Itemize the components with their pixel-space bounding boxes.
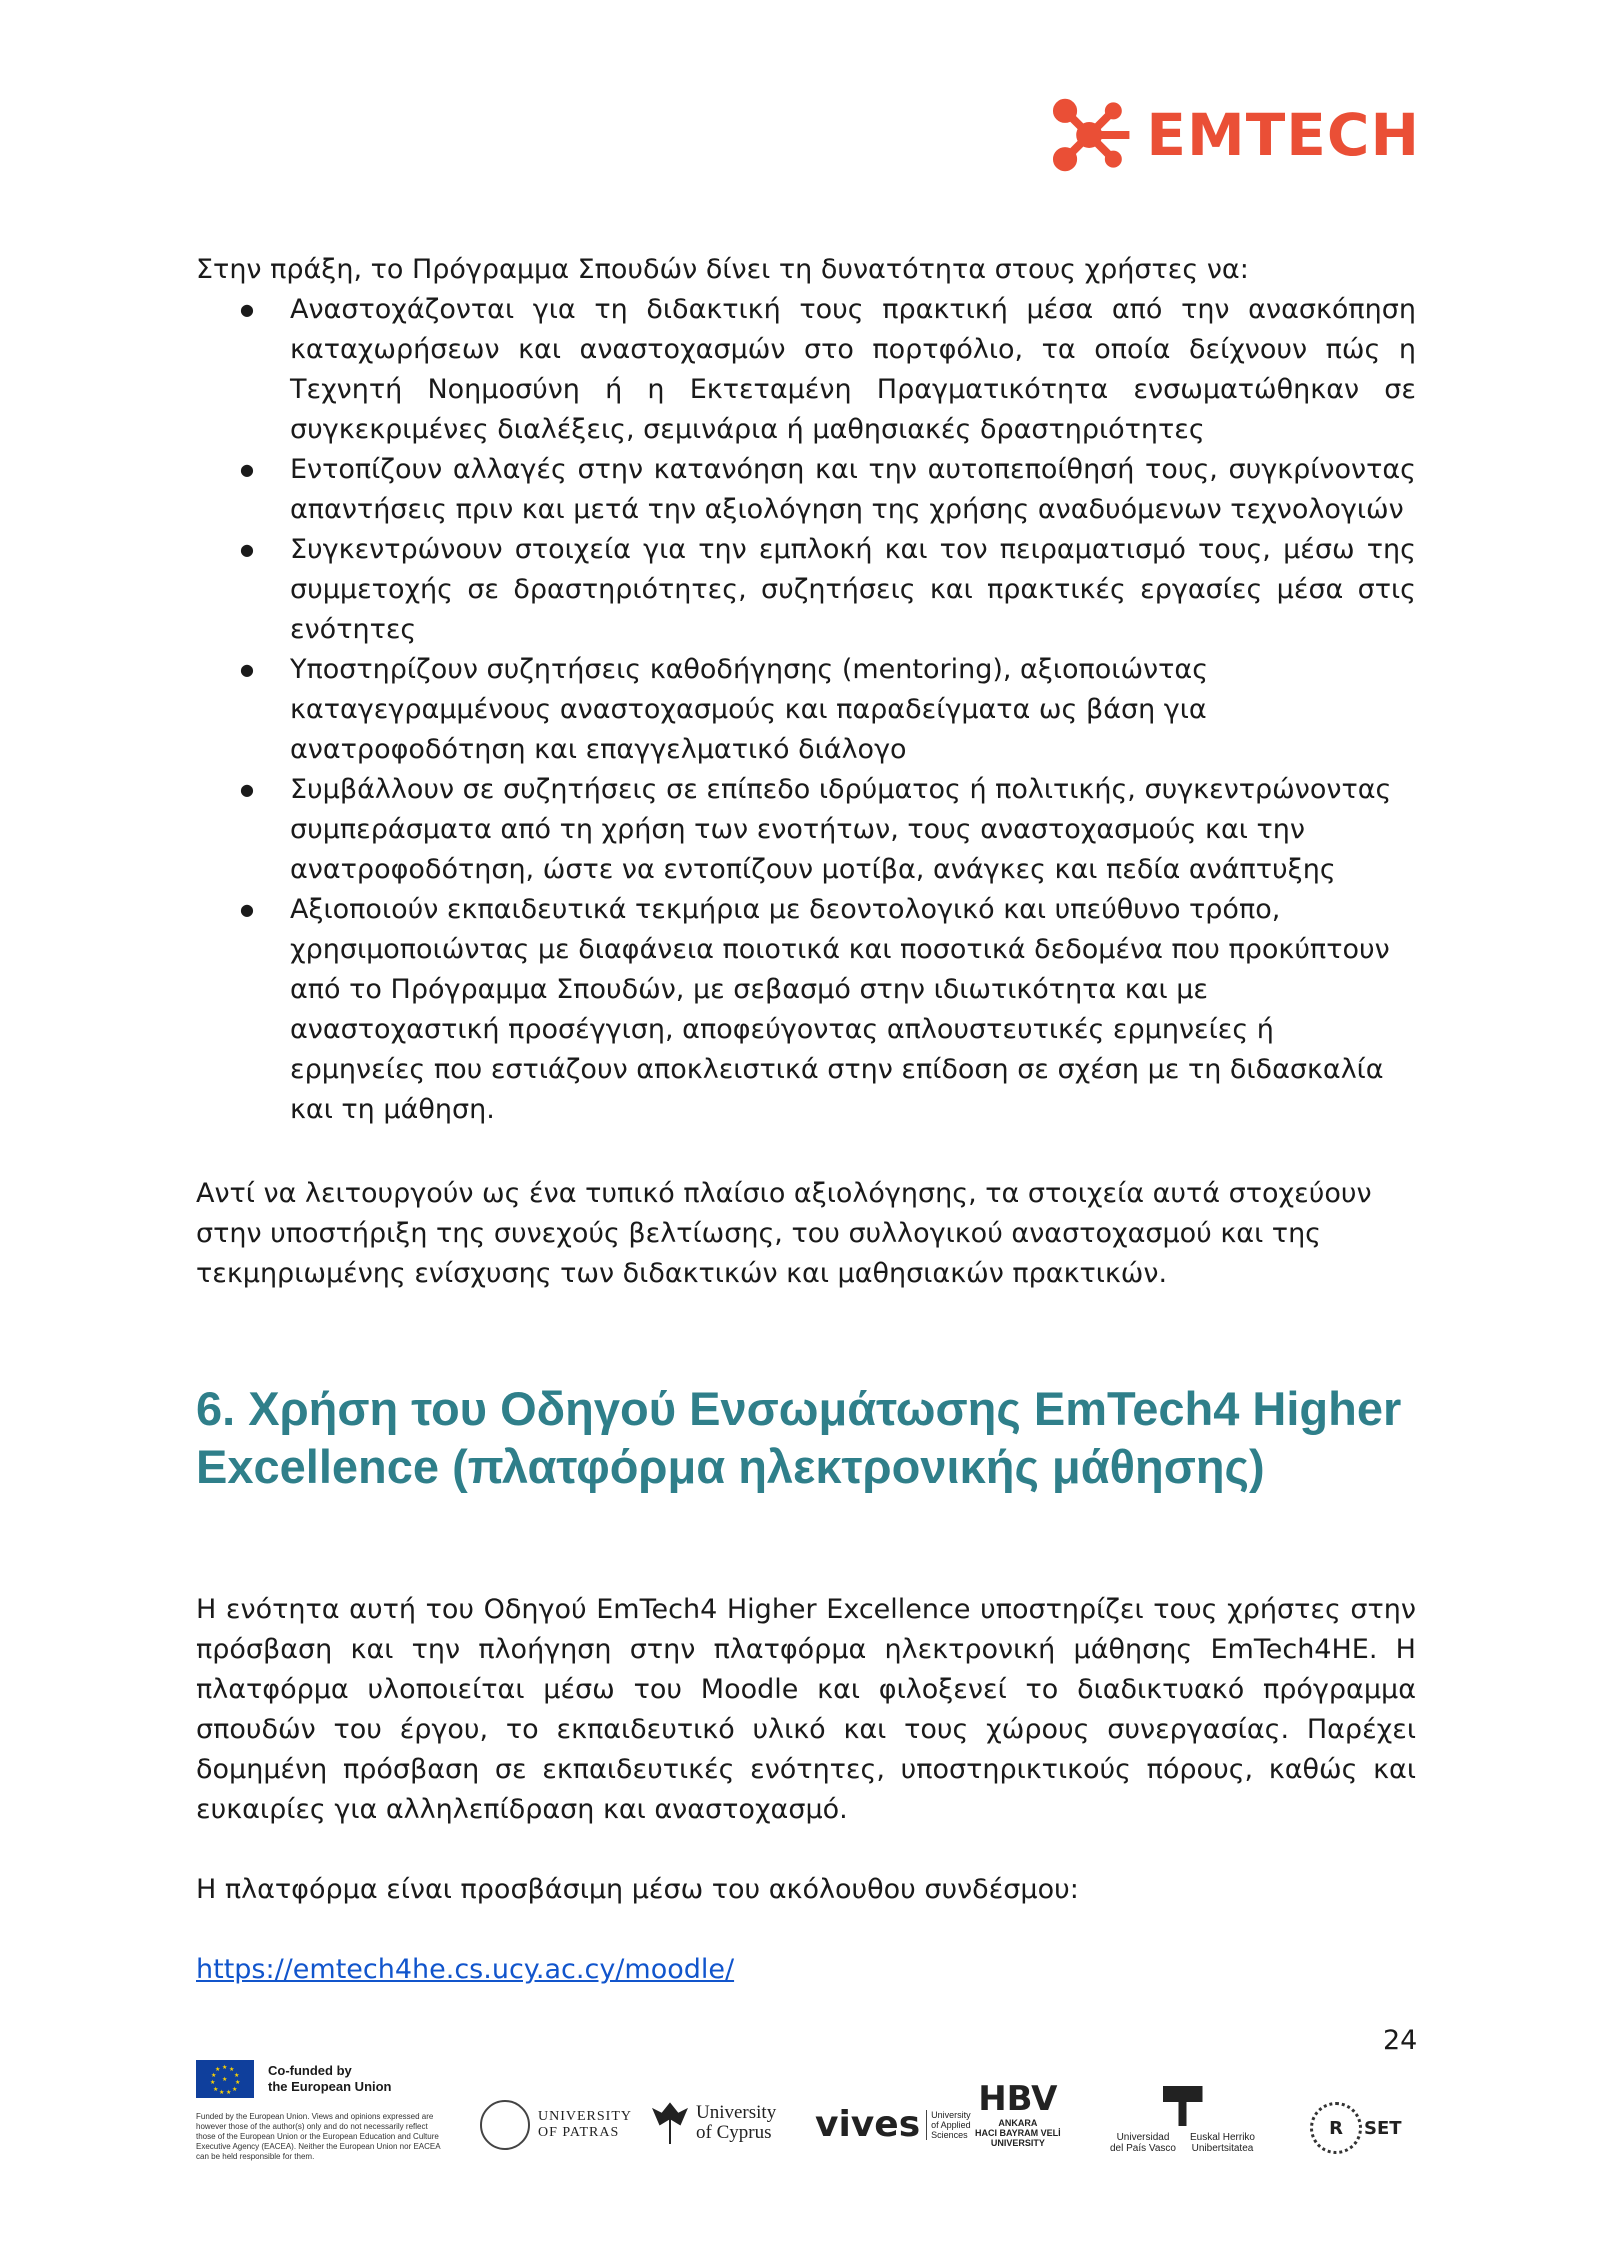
list-item: ● Υποστηρίζουν συζητήσεις καθοδήγησης (mentoring), αξιοποιώντας καταγεγραμμένους αναστοχασμούς και παραδείγματα ως βάση για ανατροφοδότηση και επαγγελματικό διάλογο [290,650,1416,770]
hbv-university-logo: HBV ANKARA HACI BAYRAM VELİ UNIVERSITY [975,2079,1061,2148]
partner-logos [470,2080,1430,2180]
list-item: ● Συμβάλλουν σε συζητήσεις σε επίπεδο ιδρύματος ή πολιτικής, συγκεντρώνοντας συμπεράσματα από τη χρήση των ενοτήτων, τους αναστοχασμούς και την ανατροφοδότηση, ώστε να εντοπίζουν μοτίβα, ανάγκες και πεδία ανάπτυξης [290,770,1416,890]
main-content [196,250,1416,1294]
closing-paragraph: Αντί να λειτουργούν ως ένα τυπικό πλαίσιο αξιολόγησης, τα στοιχεία αυτά στοχεύουν στην υποστήριξη της συνεχούς βελτίωσης, του συλλογικού αναστοχασμού και της τεκμηριωμένης ενίσχυσης των διδακτικών και μαθησιακών πρακτικών. [196,1178,1372,1289]
section-heading: 6. Χρήση του Οδηγού Ενσωμάτωσης EmTech4 Higher Excellence (πλατφόρμα ηλεκτρονικής μάθησης) [196,1382,1402,1493]
eu-label: Co-funded by the European Union [268,2063,392,2094]
university-of-patras-logo: UNIVERSITY OF PATRAS [480,2100,628,2150]
list-item: ● Συγκεντρώνουν στοιχεία για την εμπλοκή και τον πειραματισμό τους, μέσω της συμμετοχής σε δραστηριότητες, συζητήσεις και πρακτικές εργασίες μέσα στις ενότητες [290,530,1416,650]
ehu-logo: Universidad del País Vasco Euskal Herriko Unibertsitatea [1110,2086,1255,2154]
list-item: ● Αξιοποιούν εκπαιδευτικά τεκμήρια με δεοντολογικό και υπεύθυνο τρόπο, χρησιμοποιώντας με διαφάνεια ποιοτικά και ποσοτικά δεδομένα που προκύπτουν από το Πρόγραμμα Σπουδών, με σεβασμό στην ιδιωτικότητα και με αναστοχαστική προσέγγιση, αποφεύγοντας απλουστευτικές ερμηνείες ή ερμηνείες που εστιάζουν αποκλειστικά στην επίδοση σε σχέση με τη διδασκαλία και τη μάθηση. [290,890,1416,1130]
access-text: Η πλατφόρμα είναι προσβάσιμη μέσω του ακόλουθου συνδέσμου: [196,1874,1079,1905]
page-number: 24 [1383,2025,1418,2056]
bullet-list [196,290,1416,1130]
patras-seal-icon [480,2100,530,2150]
list-item: ● Αναστοχάζονται για τη διδακτική τους πρακτική μέσα από την ανασκόπηση καταχωρήσεων και αναστοχασμών στο πορτφόλιο, τα οποία δείχνουν πώς η Τεχνητή Νοημοσύνη ή η Εκτεταμένη Πραγματικότητα ενσωματώθηκαν σε συγκεκριμένες διαλέξεις, σεμινάρια ή μαθησιακές δραστηριότητες [290,290,1416,450]
cyprus-emblem-icon [650,2100,690,2146]
reset-logo: R SET [1310,2102,1402,2154]
eu-funding-block [196,2060,456,2162]
university-of-cyprus-logo: University of Cyprus [650,2100,776,2146]
section-body [196,1590,1416,1990]
list-item: ● Εντοπίζουν αλλαγές στην κατανόηση και την αυτοπεποίθησή τους, συγκρίνοντας απαντήσεις πριν και μετά την αξιολόγηση της χρήσης αναδυόμενων τεχνολογιών [290,450,1416,530]
vives-logo: vives University of Applied Sciences [815,2104,971,2145]
eu-disclaimer: Funded by the European Union. Views and opinions expressed are however those of the author(s) only and do not necessarily reflect those of the European Union or the European Education and Culture Executive Agency (EACEA). Neither the European Union nor EACEA can be held responsible for them. [196,2112,441,2161]
moodle-link[interactable]: https://emtech4he.cs.ucy.ac.cy/moodle/ [196,1954,735,1985]
intro-paragraph: Στην πράξη, το Πρόγραμμα Σπουδών δίνει τη δυνατότητα στους χρήστες να: [196,254,1249,285]
emtech-logo [1040,80,1420,190]
eu-flag-icon: ★ ★ ★ ★ ★ ★ ★ ★ ★ ★ ★ ★ [196,2060,254,2098]
logo-text: EMTECH [1146,101,1420,169]
molecule-icon [1040,80,1138,190]
section-paragraph: Η ενότητα αυτή του Οδηγού EmTech4 Higher Excellence υποστηρίζει τους χρήστες στην πρόσβαση και την πλοήγηση στην πλατφόρμα ηλεκτρονική μάθησης EmTech4HE. Η πλατφόρμα υλοποιείται μέσω του Moodle και φιλοξενεί το διαδικτυακό πρόγραμμα σπουδών του έργου, το εκπαιδευτικό υλικό και τους χώρους συνεργασίας. Παρέχει δομημένη πρόσβαση σε εκπαιδευτικές ενότητες, υποστηρικτικούς πόρους, καθώς και ευκαιρίες για αλληλεπίδραση και αναστοχασμό. [196,1594,1416,1825]
reset-ring-icon: R [1310,2102,1362,2154]
ehu-mark-icon [1163,2086,1203,2126]
